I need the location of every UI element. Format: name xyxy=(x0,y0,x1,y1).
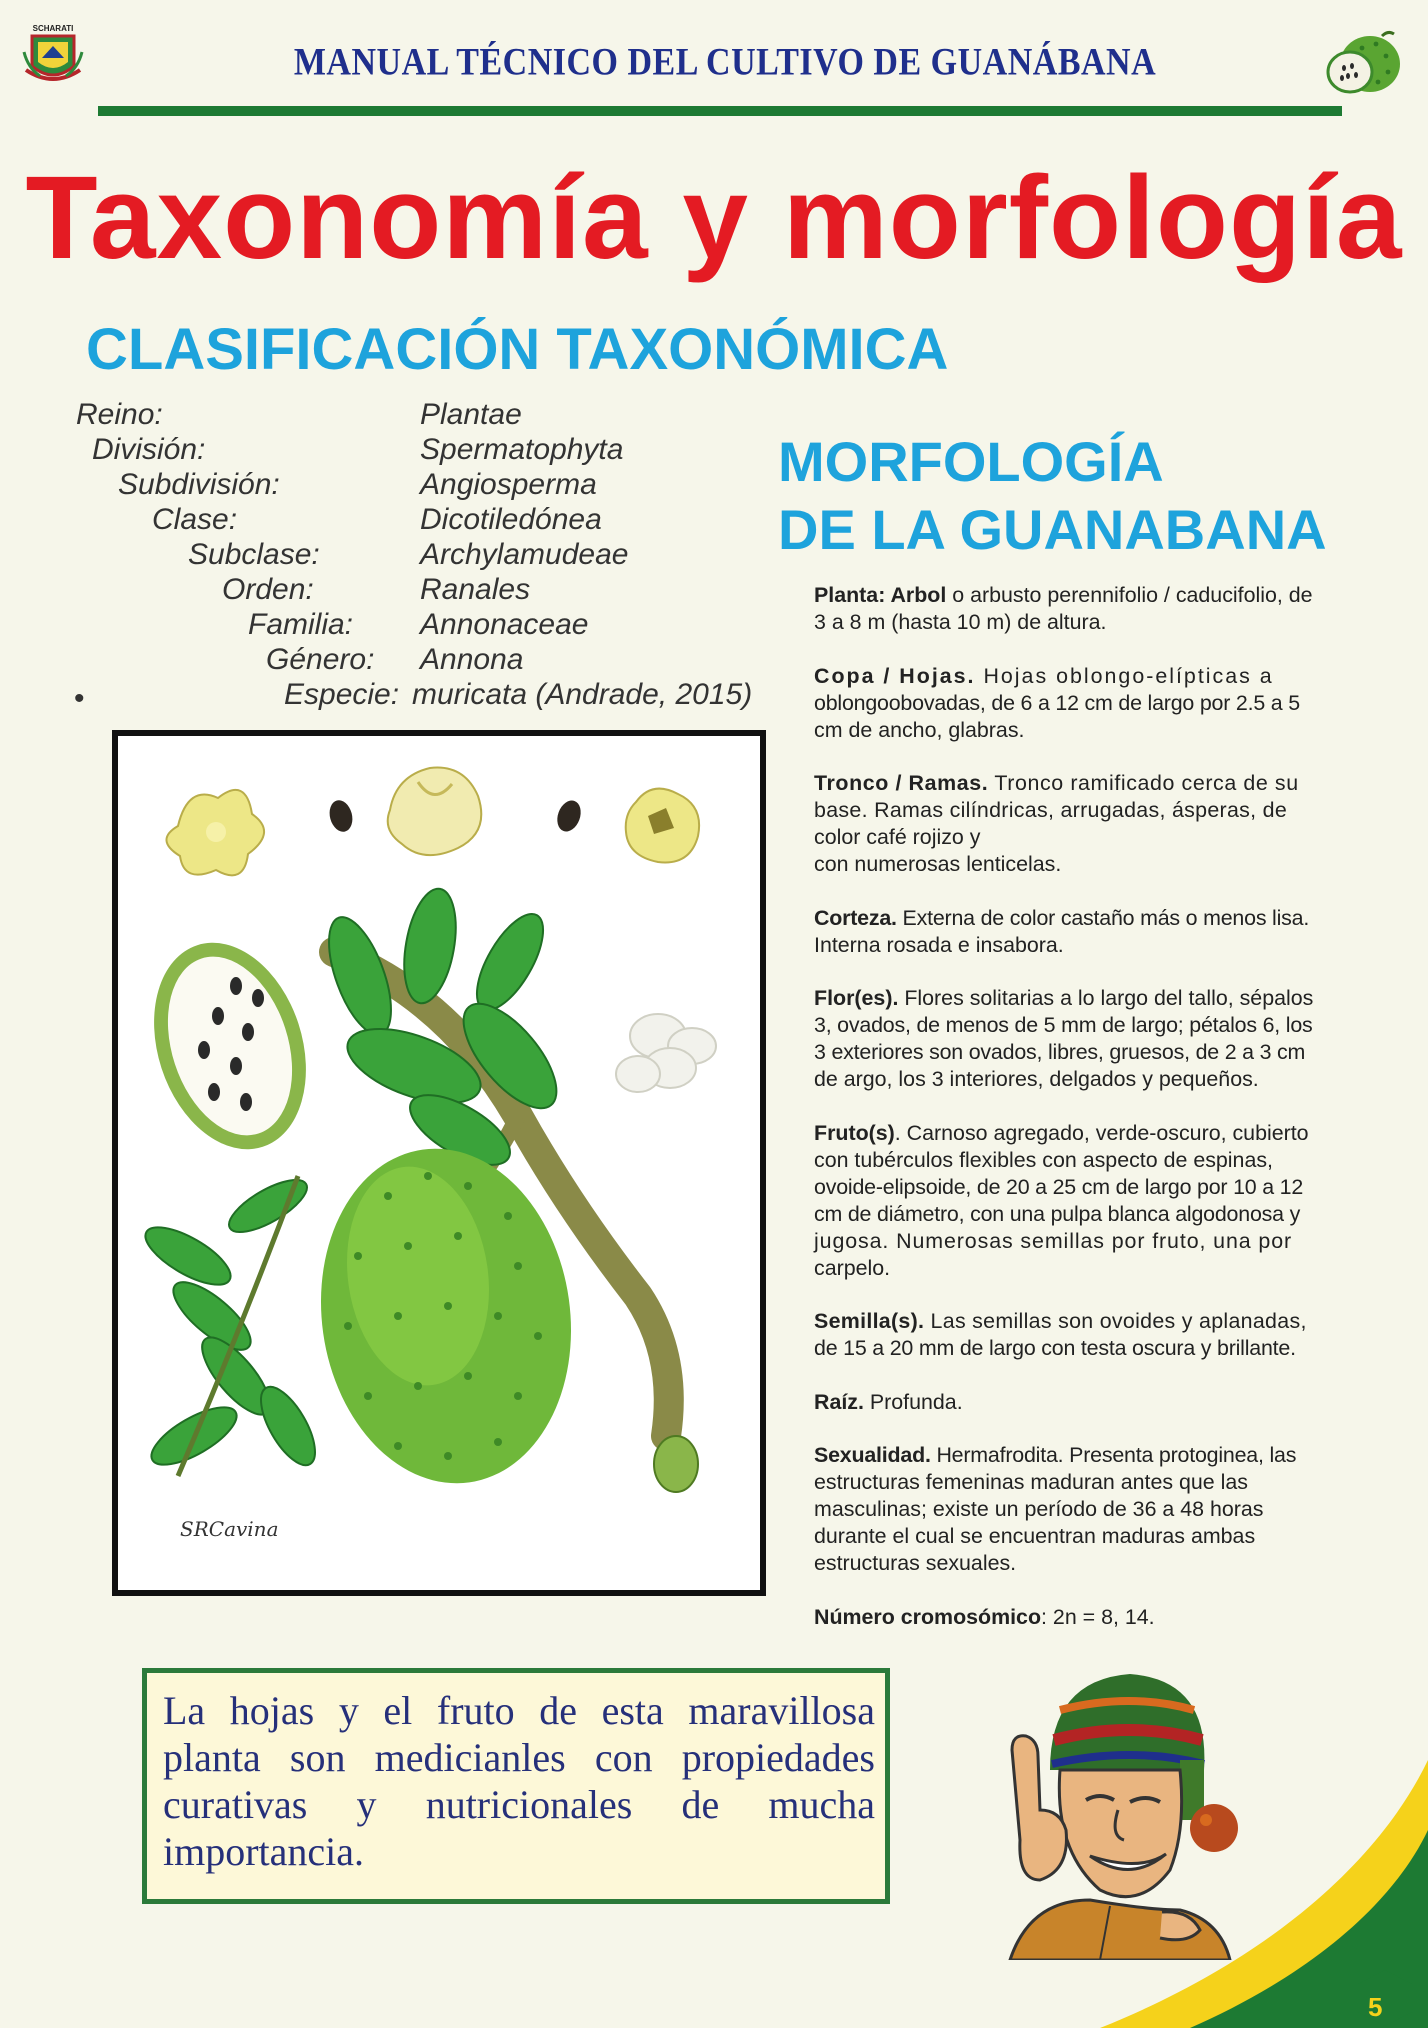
quote-line-4: importancia. xyxy=(163,1829,365,1874)
cromosomas-text-line1: : 2n = 8, 14. xyxy=(1041,1604,1155,1629)
header-title: MANUAL TÉCNICO DEL CULTIVO DE GUANÁBANA xyxy=(293,41,1157,84)
copa-label: Copa / Hojas. xyxy=(814,663,976,688)
taxonomy-label-subclase: Subclase: xyxy=(188,538,320,571)
flower-icon xyxy=(166,790,264,875)
taxonomy-label-division: División: xyxy=(92,433,206,466)
quote-line-1: La hojas y el fruto de esta maravillosa xyxy=(163,1688,875,1733)
frutos-label: Fruto(s) xyxy=(814,1120,895,1145)
morphology-raiz xyxy=(814,1389,1364,1416)
flores-label: Flor(es). xyxy=(814,986,899,1010)
semillas-label: Semilla(s). xyxy=(814,1309,925,1333)
morphology-heading-line2: DE LA GUANABANA xyxy=(778,498,1327,561)
sexualidad-text-line1: Hermafrodita. Presenta protoginea, las xyxy=(936,1443,1297,1467)
soursop-header-icon xyxy=(1322,28,1404,100)
corteza-label: Corteza. xyxy=(814,905,897,930)
copa-text-line2: oblongoobovadas, de 6 a 12 cm de largo por 2.5 a 5 xyxy=(814,690,1300,715)
seed-icon xyxy=(553,797,585,835)
flower-icon xyxy=(388,768,482,856)
sexualidad-text-line4: durante el cual se encuentran maduras ambas xyxy=(814,1524,1256,1548)
taxonomy-value-division: Spermatophyta xyxy=(420,433,624,466)
page-title: Taxonomía y morfología xyxy=(25,152,1403,284)
taxonomy-value-genero: Annona xyxy=(420,643,524,676)
taxonomy-label-subdivision: Subdivisión: xyxy=(118,468,280,501)
morphology-cromosomas xyxy=(814,1604,1364,1631)
flower-icon xyxy=(626,789,699,863)
cromosomas-label: Número cromosómico xyxy=(814,1604,1042,1629)
taxonomy-value-reino: Plantae xyxy=(420,398,522,431)
svg-text:SCHARATI: SCHARATI xyxy=(32,24,74,33)
soursop-illustration xyxy=(112,730,766,1596)
morphology-sexualidad xyxy=(814,1442,1364,1577)
flores-text-line2: 3, ovados, de menos de 5 mm de largo; pétalos 6, los xyxy=(814,1013,1313,1037)
morphology-copa xyxy=(814,663,1364,744)
frutos-text-line4: cm de diámetro, con una pulpa blanca algodonosa y xyxy=(814,1201,1301,1226)
quote-text xyxy=(163,1687,875,1875)
mascot-cartoon xyxy=(990,1660,1250,1960)
quote-line-3: curativas y nutricionales de mucha xyxy=(163,1782,875,1827)
flores-text-line3: 3 exteriores son ovados, libres, gruesos, de 2 a 3 cm xyxy=(814,1040,1306,1064)
planta-text-line1: o arbusto perennifolio / caducifolio, de xyxy=(952,583,1313,607)
taxonomy-value-subclase: Archylamudeae xyxy=(420,538,629,571)
tronco-text-line1: Tronco ramificado cerca de su xyxy=(994,771,1299,795)
taxonomy-value-clase: Dicotiledónea xyxy=(420,503,602,536)
page-number: 5 xyxy=(1368,1992,1383,2022)
morphology-corteza xyxy=(814,905,1364,959)
frutos-text-line6: carpelo. xyxy=(814,1255,891,1280)
planta-text-line2: 3 a 8 m (hasta 10 m) de altura. xyxy=(814,610,1107,634)
sexualidad-label: Sexualidad. xyxy=(814,1443,931,1467)
frutos-text-line1: . Carnoso agregado, verde-oscuro, cubierto xyxy=(894,1120,1309,1145)
header-rule xyxy=(98,106,1342,116)
white-flower-cluster xyxy=(616,1014,716,1092)
raiz-label: Raíz. xyxy=(814,1389,864,1414)
copa-text-line3: cm de ancho, glabras. xyxy=(814,717,1025,742)
copa-text-line1: Hojas oblongo-elípticas a xyxy=(983,663,1274,688)
tronco-text-line4: con numerosas lenticelas. xyxy=(814,852,1062,876)
taxonomy-bullet: • xyxy=(74,682,85,715)
frutos-text-line2: con tubérculos flexibles con aspecto de espinas, xyxy=(814,1147,1273,1172)
raiz-text-line1: Profunda. xyxy=(869,1389,963,1414)
morphology-body xyxy=(814,582,1364,1657)
sexualidad-text-line5: estructuras sexuales. xyxy=(814,1551,1017,1575)
tronco-text-line3: color café rojizo y xyxy=(814,825,981,849)
seed-icon xyxy=(326,798,356,835)
semillas-text-line2: de 15 a 20 mm de largo con testa oscura y brillante. xyxy=(814,1336,1296,1360)
taxonomy-value-especie: muricata (Andrade, 2015) xyxy=(412,678,753,711)
taxonomy-label-clase: Clase: xyxy=(152,503,238,536)
taxonomy-value-familia: Annonaceae xyxy=(420,608,589,641)
morphology-tronco xyxy=(814,770,1364,878)
taxonomy-label-reino: Reino: xyxy=(76,398,163,431)
frutos-text-line5: jugosa. Numerosas semillas por fruto, una por xyxy=(814,1228,1293,1253)
flores-text-line4: de argo, los 3 interiores, delgados y pequeños. xyxy=(814,1067,1259,1091)
planta-label: Planta: Arbol xyxy=(814,583,947,607)
sexualidad-text-line2: estructuras femeninas maduran antes que las xyxy=(814,1470,1248,1494)
morphology-flores xyxy=(814,985,1364,1093)
taxonomy-label-familia: Familia: xyxy=(248,608,354,641)
taxonomy-label-orden: Orden: xyxy=(222,573,314,606)
quote-line-2: planta son medicianles con propiedades xyxy=(163,1735,875,1780)
semillas-text-line1: Las semillas son ovoides y aplanadas, xyxy=(930,1309,1307,1333)
morphology-heading-line1: MORFOLOGÍA xyxy=(778,430,1164,493)
taxonomy-heading: CLASIFICACIÓN TAXONÓMICA xyxy=(86,317,949,382)
taxonomy-label-especie: Especie: xyxy=(284,678,400,711)
cut-fruit-illustration xyxy=(129,923,331,1169)
quote-box xyxy=(142,1668,890,1904)
morphology-planta xyxy=(814,582,1364,636)
municipal-logo xyxy=(22,22,84,92)
tronco-label: Tronco / Ramas. xyxy=(814,771,989,795)
morphology-frutos xyxy=(814,1120,1364,1282)
morphology-heading xyxy=(778,428,1327,564)
taxonomy-label-genero: Género: xyxy=(266,643,375,676)
morphology-semillas xyxy=(814,1308,1364,1362)
sexualidad-text-line3: masculinas; existe un período de 36 a 48 horas xyxy=(814,1497,1264,1521)
artist-signature: SRCavina xyxy=(180,1517,279,1541)
taxonomy-value-subdivision: Angiosperma xyxy=(420,468,597,501)
flores-text-line1: Flores solitarias a lo largo del tallo, sépalos xyxy=(904,986,1314,1010)
corteza-text-line1: Externa de color castaño más o menos lisa. xyxy=(902,905,1310,930)
corteza-text-line2: Interna rosada e insabora. xyxy=(814,932,1064,957)
frutos-text-line3: ovoide-elipsoide, de 20 a 25 cm de largo por 10 a 12 xyxy=(814,1174,1304,1199)
tronco-text-line2: base. Ramas cilíndricas, arrugadas, ásperas, de xyxy=(814,798,1288,822)
taxonomy-value-orden: Ranales xyxy=(420,573,531,606)
